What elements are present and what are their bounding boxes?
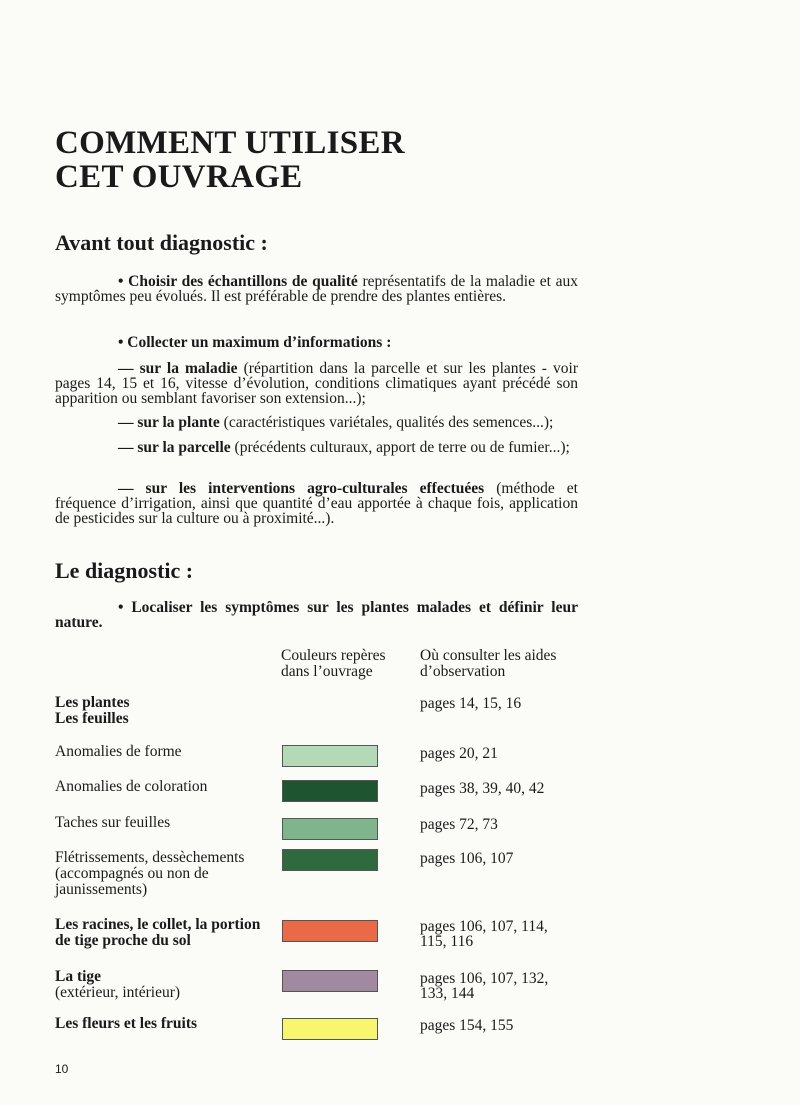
paragraph-localiser: • Localiser les symptômes sur les plantes malades et définir leur nature. — [55, 599, 578, 631]
list-item: — sur la parcelle (précédents culturaux, apport de terre ou de fumier...); — [118, 439, 570, 456]
color-swatch — [282, 780, 378, 802]
color-swatch — [282, 1018, 378, 1040]
row-pages: pages 106, 107, 114, 115, 116 — [420, 918, 548, 950]
row-pages: pages 14, 15, 16 — [420, 695, 522, 712]
row-pages: pages 20, 21 — [420, 745, 498, 762]
row-label: Taches sur feuilles — [55, 814, 171, 831]
row-pages: pages 72, 73 — [420, 816, 498, 833]
color-swatch — [282, 745, 378, 767]
color-swatch — [282, 849, 378, 871]
page-title: COMMENT UTILISER CET OUVRAGE — [55, 125, 405, 195]
row-label: Flétrissements, dessèchements (accompagnés ou non de jaunissements) — [55, 849, 245, 898]
row-pages: pages 106, 107, 132, 133, 144 — [420, 970, 549, 1002]
row-pages: pages 38, 39, 40, 42 — [420, 780, 545, 797]
color-swatch — [282, 818, 378, 840]
row-label: Les plantes Les feuilles — [55, 694, 130, 727]
row-label: Les fleurs et les fruits — [55, 1015, 198, 1032]
paragraph-collecter: • Collecter un maximum d’informations : — [118, 334, 392, 351]
page-number: 10 — [55, 1062, 69, 1076]
section-heading-avant: Avant tout diagnostic : — [55, 230, 268, 255]
list-item: — sur la plante (caractéristiques variétales, qualités des semences...); — [118, 414, 554, 431]
row-pages: pages 154, 155 — [420, 1017, 514, 1034]
row-pages: pages 106, 107 — [420, 850, 514, 867]
list-item: — sur la maladie (répartition dans la parcelle et sur les plantes - voir pages 14, 15 et 16, vitesse d’évolution, conditions climatiques ayant précédé son apparition ou semblant favoriser son extension...); — [55, 360, 578, 407]
paragraph-choisir: • Choisir des échantillons de qualité représentatifs de la maladie et aux symptômes peu évolués. Il est préférable de prendre des plantes entières. — [55, 273, 578, 305]
section-heading-diagnostic: Le diagnostic : — [55, 558, 194, 583]
column-header-pages: Où consulter les aides d’observation — [420, 647, 557, 680]
color-swatch — [282, 920, 378, 942]
row-label: Anomalies de forme — [55, 743, 182, 760]
color-swatch — [282, 970, 378, 992]
column-header-colors: Couleurs repères dans l’ouvrage — [281, 647, 386, 680]
row-label: Anomalies de coloration — [55, 778, 208, 795]
row-label: La tige (extérieur, intérieur) — [55, 968, 181, 1001]
list-item: — sur les interventions agro-culturales effectuées (méthode et fréquence d’irrigation, ainsi que quantité d’eau apportée à chaque fois, application de pesticides sur la culture ou à proximité...). — [55, 480, 578, 527]
row-label: Les racines, le collet, la portion de tige proche du sol — [55, 916, 261, 949]
